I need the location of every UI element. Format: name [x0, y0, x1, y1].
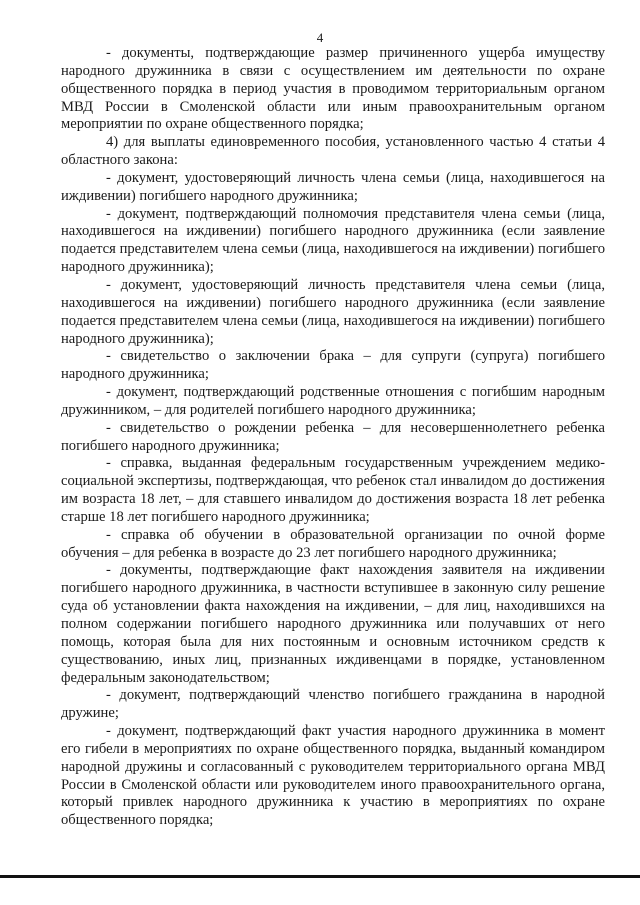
paragraph-damage-documents: - документы, подтверждающие размер причиненного ущерба имуществу народного дружинника в связи с осуществлением им деятельности по охране общественного порядка в период участия в проводимом территориальным органом МВД России в Смоленской области или иным правоохранительным органом мероприятии по охране общественного порядка;	[61, 45, 605, 133]
document-body	[61, 45, 605, 830]
paragraph-participation-document: - документ, подтверждающий факт участия народного дружинника в момент его гибели в мероприятиях по охране общественного порядка, выданный командиром народной дружины и согласованный с руководителем территориального органа МВД России в Смоленской области или руководителем иного правоохранительного органа, который привлек народного дружинника к участию в мероприятиях по охране общественного порядка;	[61, 723, 605, 829]
paragraph-birth-certificate: - свидетельство о рождении ребенка – для несовершеннолетнего ребенка погибшего народного дружинника;	[61, 419, 605, 454]
paragraph-marriage-certificate: - свидетельство о заключении брака – для супруги (супруга) погибшего народного дружинника;	[61, 348, 605, 383]
paragraph-kinship-document: - документ, подтверждающий родственные отношения с погибшим народным дружинником, – для родителей погибшего народного дружинника;	[61, 384, 605, 418]
paragraph-education-certificate: - справка об обучении в образовательной организации по очной форме обучения – для ребенка в возрасте до 23 лет погибшего народного дружинника;	[61, 526, 605, 561]
bottom-rule	[0, 875, 640, 878]
paragraph-membership-document: - документ, подтверждающий членство погибшего гражданина в народной дружине;	[61, 687, 605, 722]
paragraph-item-4-heading: 4) для выплаты единовременного пособия, установленного частью 4 статьи 4 областного закона:	[61, 134, 605, 169]
page-number: 4	[316, 30, 324, 45]
paragraph-representative-authority: - документ, подтверждающий полномочия представителя члена семьи (лица, находившегося на иждивении) погибшего народного дружинника (если заявление подается представителем члена семьи (лица, находившегося на иждивении) погибшего народного дружинника);	[61, 205, 605, 276]
paragraph-dependency-documents: - документы, подтверждающие факт нахождения заявителя на иждивении погибшего народного дружинника, в частности вступившее в законную силу решение суда об установлении факта нахождения на иждивении, – для лиц, находившихся на полном содержании погибшего народного дружинника или получавших от него помощь, которая была для них постоянным и основным источником средств к существованию, иных лиц, признанных иждивенцами в порядке, установленном федеральным законодательством;	[61, 562, 605, 686]
paragraph-disability-certificate: - справка, выданная федеральным государственным учреждением медико-социальной экспертизы, подтверждающая, что ребенок стал инвалидом до достижения им возраста 18 лет, – для ставшего инвалидом до достижения возраста 18 лет ребенка старше 18 лет погибшего народного дружинника;	[61, 455, 605, 525]
paragraph-representative-identity: - документ, удостоверяющий личность представителя члена семьи (лица, находившегося на иждивении) погибшего народного дружинника (если заявление подается представителем члена семьи (лица, находившегося на иждивении) погибшего народного дружинника);	[61, 276, 605, 347]
paragraph-family-member-identity: - документ, удостоверяющий личность члена семьи (лица, находившегося на иждивении) погибшего народного дружинника;	[61, 169, 605, 204]
